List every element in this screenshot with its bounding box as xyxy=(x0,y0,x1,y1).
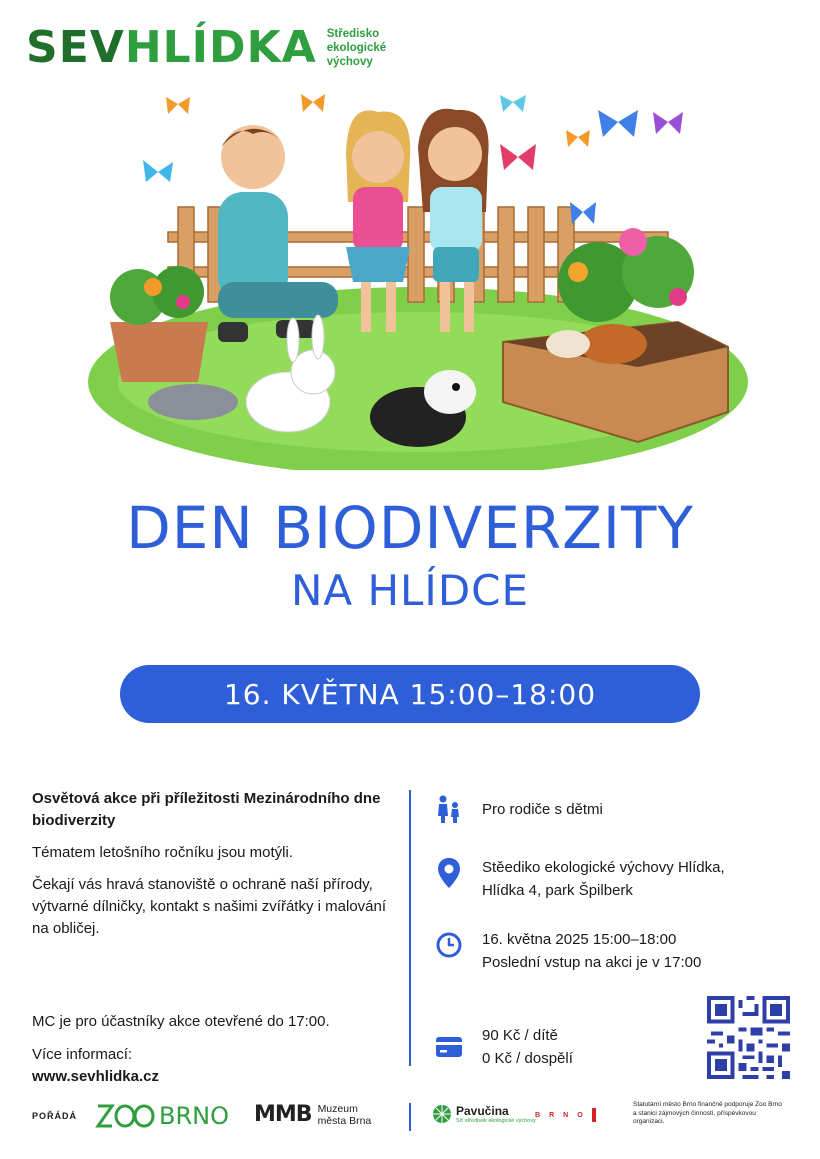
price-line: 0 Kč / dospělí xyxy=(482,1050,573,1067)
description-block xyxy=(32,788,394,950)
price-line: 90 Kč / dítě xyxy=(482,1027,558,1044)
family-icon xyxy=(432,792,466,826)
logo-sev: SEV xyxy=(26,22,125,73)
brno-letter: O xyxy=(577,1111,583,1119)
time-line: Poslední vstup na akci je v 17:00 xyxy=(482,954,702,971)
flower-pot-icon xyxy=(110,266,208,382)
mmb-text xyxy=(318,1103,372,1127)
mmb-mark: MMB xyxy=(254,1102,312,1127)
price-row xyxy=(432,1024,573,1070)
mmb-line: města Brna xyxy=(317,1114,372,1127)
location-pin-icon xyxy=(432,856,466,890)
time-text xyxy=(482,928,701,974)
location-text xyxy=(482,856,725,902)
garden-illustration xyxy=(78,82,758,470)
footer-divider xyxy=(409,1103,411,1131)
website-link[interactable]: www.sevhlidka.cz xyxy=(32,1068,159,1085)
rock-icon xyxy=(148,384,238,420)
brno-letter: N xyxy=(563,1111,569,1119)
logo-wordmark xyxy=(26,22,317,73)
pavucina-sub: Síť středisek ekologické výchovy xyxy=(456,1118,536,1124)
logo-sub-line: Středisko xyxy=(326,28,380,40)
logo-hlidka: HLÍDKA xyxy=(124,22,317,73)
clock-icon xyxy=(432,928,466,962)
zoo-brno-logo xyxy=(95,1098,229,1134)
description-activities: Čekají vás hravá stanoviště o ochraně naší přírody, výtvarné dílničky, kontakt s našimi zvířátky i malování na obličej. xyxy=(32,876,387,937)
pavucina-name: Pavučina xyxy=(456,1104,509,1118)
time-row xyxy=(432,928,701,974)
pavucina-icon xyxy=(432,1104,452,1124)
brno-letter: R xyxy=(549,1111,555,1119)
brno-bar xyxy=(592,1108,596,1122)
zoo-logo-icon xyxy=(95,1100,155,1132)
zoo-brno-text: BRNO xyxy=(159,1102,229,1130)
qr-code-icon[interactable] xyxy=(707,996,790,1079)
mc-note: MC je pro účastníky akce otevřené do 17:00. xyxy=(32,1013,330,1030)
description-lead: Osvětová akce při příležitosti Mezinárodního dne biodiverzity xyxy=(32,790,381,829)
sev-hlidka-logo xyxy=(26,24,386,72)
audience-row xyxy=(432,792,603,826)
credit-card-icon xyxy=(432,1030,466,1064)
logo-sub-line: ekologické xyxy=(326,42,387,54)
more-info-label: Více informací: xyxy=(32,1046,133,1063)
more-info xyxy=(32,1044,159,1088)
logo-subtitle xyxy=(327,27,386,69)
location-line: Stěediko ekologické výchovy Hlídka, xyxy=(482,859,725,876)
pavucina-logo xyxy=(432,1104,536,1124)
time-line: 16. května 2025 15:00–18:00 xyxy=(482,931,677,948)
organizer-label: POŘÁDÁ xyxy=(32,1111,78,1121)
column-divider xyxy=(409,790,411,1066)
funding-note: Statutární město Brno finančně podporuje Zoo Brno a stanici zájmových činností, příspěvkovou organizaci. xyxy=(633,1101,782,1125)
brno-city-logo xyxy=(535,1108,596,1122)
location-line: Hlídka 4, park Špilberk xyxy=(482,882,633,899)
price-text xyxy=(482,1024,573,1070)
date-banner: 16. KVĚTNA 15:00–18:00 xyxy=(120,665,700,723)
location-row xyxy=(432,856,725,902)
muzeum-mesta-brna-logo xyxy=(254,1102,371,1127)
event-title: DEN BIODIVERZITY xyxy=(126,494,694,562)
event-subtitle: NA HLÍDCE xyxy=(290,566,530,615)
pavucina-text xyxy=(456,1104,536,1124)
description-theme: Tématem letošního ročníku jsou motýli. xyxy=(32,844,293,861)
audience-text: Pro rodiče s dětmi xyxy=(482,801,603,818)
logo-sub-line: výchovy xyxy=(326,56,373,68)
mmb-line: Muzeum xyxy=(317,1102,358,1115)
brno-letter: B xyxy=(535,1111,541,1119)
